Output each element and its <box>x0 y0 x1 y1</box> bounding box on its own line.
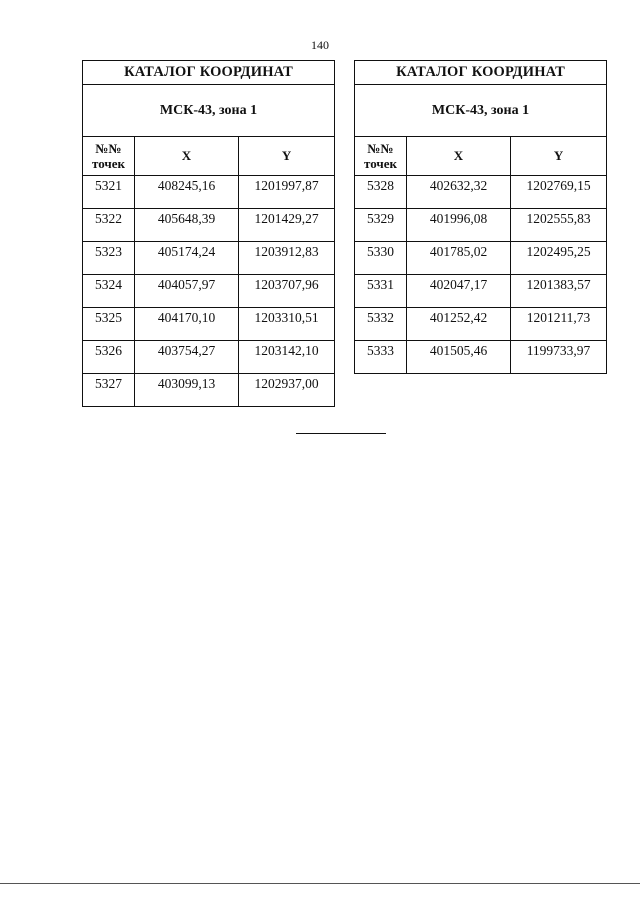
footer-rule <box>0 883 640 884</box>
cell-point-number: 5323 <box>83 242 135 275</box>
table-row <box>83 176 335 209</box>
cell-point-number: 5327 <box>83 374 135 407</box>
table-row <box>355 308 607 341</box>
cell-y: 1201429,27 <box>239 209 335 242</box>
cell-y: 1199733,97 <box>511 341 607 374</box>
cell-point-number: 5333 <box>355 341 407 374</box>
cell-x: 404170,10 <box>135 308 239 341</box>
coordinate-catalog-right <box>354 60 607 374</box>
cell-x: 403099,13 <box>135 374 239 407</box>
header-num-line1: №№ <box>95 141 122 156</box>
cell-y: 1203912,83 <box>239 242 335 275</box>
cell-point-number: 5326 <box>83 341 135 374</box>
cell-x: 401252,42 <box>407 308 511 341</box>
cell-point-number: 5331 <box>355 275 407 308</box>
cell-x: 401996,08 <box>407 209 511 242</box>
catalog-title: КАТАЛОГ КООРДИНАТ <box>83 61 335 85</box>
cell-y: 1201997,87 <box>239 176 335 209</box>
cell-y: 1203142,10 <box>239 341 335 374</box>
table-row <box>355 176 607 209</box>
cell-point-number: 5330 <box>355 242 407 275</box>
cell-x: 401505,46 <box>407 341 511 374</box>
header-num-line2: точек <box>364 156 397 171</box>
cell-point-number: 5321 <box>83 176 135 209</box>
cell-x: 402047,17 <box>407 275 511 308</box>
cell-point-number: 5325 <box>83 308 135 341</box>
cell-point-number: 5322 <box>83 209 135 242</box>
table-row <box>83 275 335 308</box>
cell-x: 402632,32 <box>407 176 511 209</box>
header-num-line1: №№ <box>367 141 394 156</box>
table-row <box>83 341 335 374</box>
column-header-point-number <box>83 137 135 176</box>
table-row <box>83 308 335 341</box>
cell-point-number: 5328 <box>355 176 407 209</box>
table-row <box>83 242 335 275</box>
cell-y: 1201211,73 <box>511 308 607 341</box>
table-row <box>355 275 607 308</box>
table-row <box>355 209 607 242</box>
cell-x: 404057,97 <box>135 275 239 308</box>
table-row <box>355 341 607 374</box>
cell-y: 1202937,00 <box>239 374 335 407</box>
cell-y: 1201383,57 <box>511 275 607 308</box>
cell-point-number: 5332 <box>355 308 407 341</box>
header-num-line2: точек <box>92 156 125 171</box>
cell-x: 403754,27 <box>135 341 239 374</box>
cell-y: 1203707,96 <box>239 275 335 308</box>
column-header-y: Y <box>239 137 335 176</box>
column-header-x: X <box>135 137 239 176</box>
cell-x: 408245,16 <box>135 176 239 209</box>
cell-point-number: 5324 <box>83 275 135 308</box>
cell-y: 1202495,25 <box>511 242 607 275</box>
column-header-point-number <box>355 137 407 176</box>
cell-y: 1203310,51 <box>239 308 335 341</box>
cell-y: 1202555,83 <box>511 209 607 242</box>
cell-x: 405174,24 <box>135 242 239 275</box>
coordinate-catalog-left <box>82 60 335 407</box>
catalog-zone: МСК-43, зона 1 <box>355 85 607 137</box>
table-row <box>83 209 335 242</box>
table-row <box>355 242 607 275</box>
column-header-x: X <box>407 137 511 176</box>
cell-y: 1202769,15 <box>511 176 607 209</box>
column-header-y: Y <box>511 137 607 176</box>
catalog-zone: МСК-43, зона 1 <box>83 85 335 137</box>
cell-x: 401785,02 <box>407 242 511 275</box>
section-divider <box>296 433 386 434</box>
page-number: 140 <box>311 38 329 52</box>
catalog-title: КАТАЛОГ КООРДИНАТ <box>355 61 607 85</box>
cell-x: 405648,39 <box>135 209 239 242</box>
cell-point-number: 5329 <box>355 209 407 242</box>
table-row <box>83 374 335 407</box>
